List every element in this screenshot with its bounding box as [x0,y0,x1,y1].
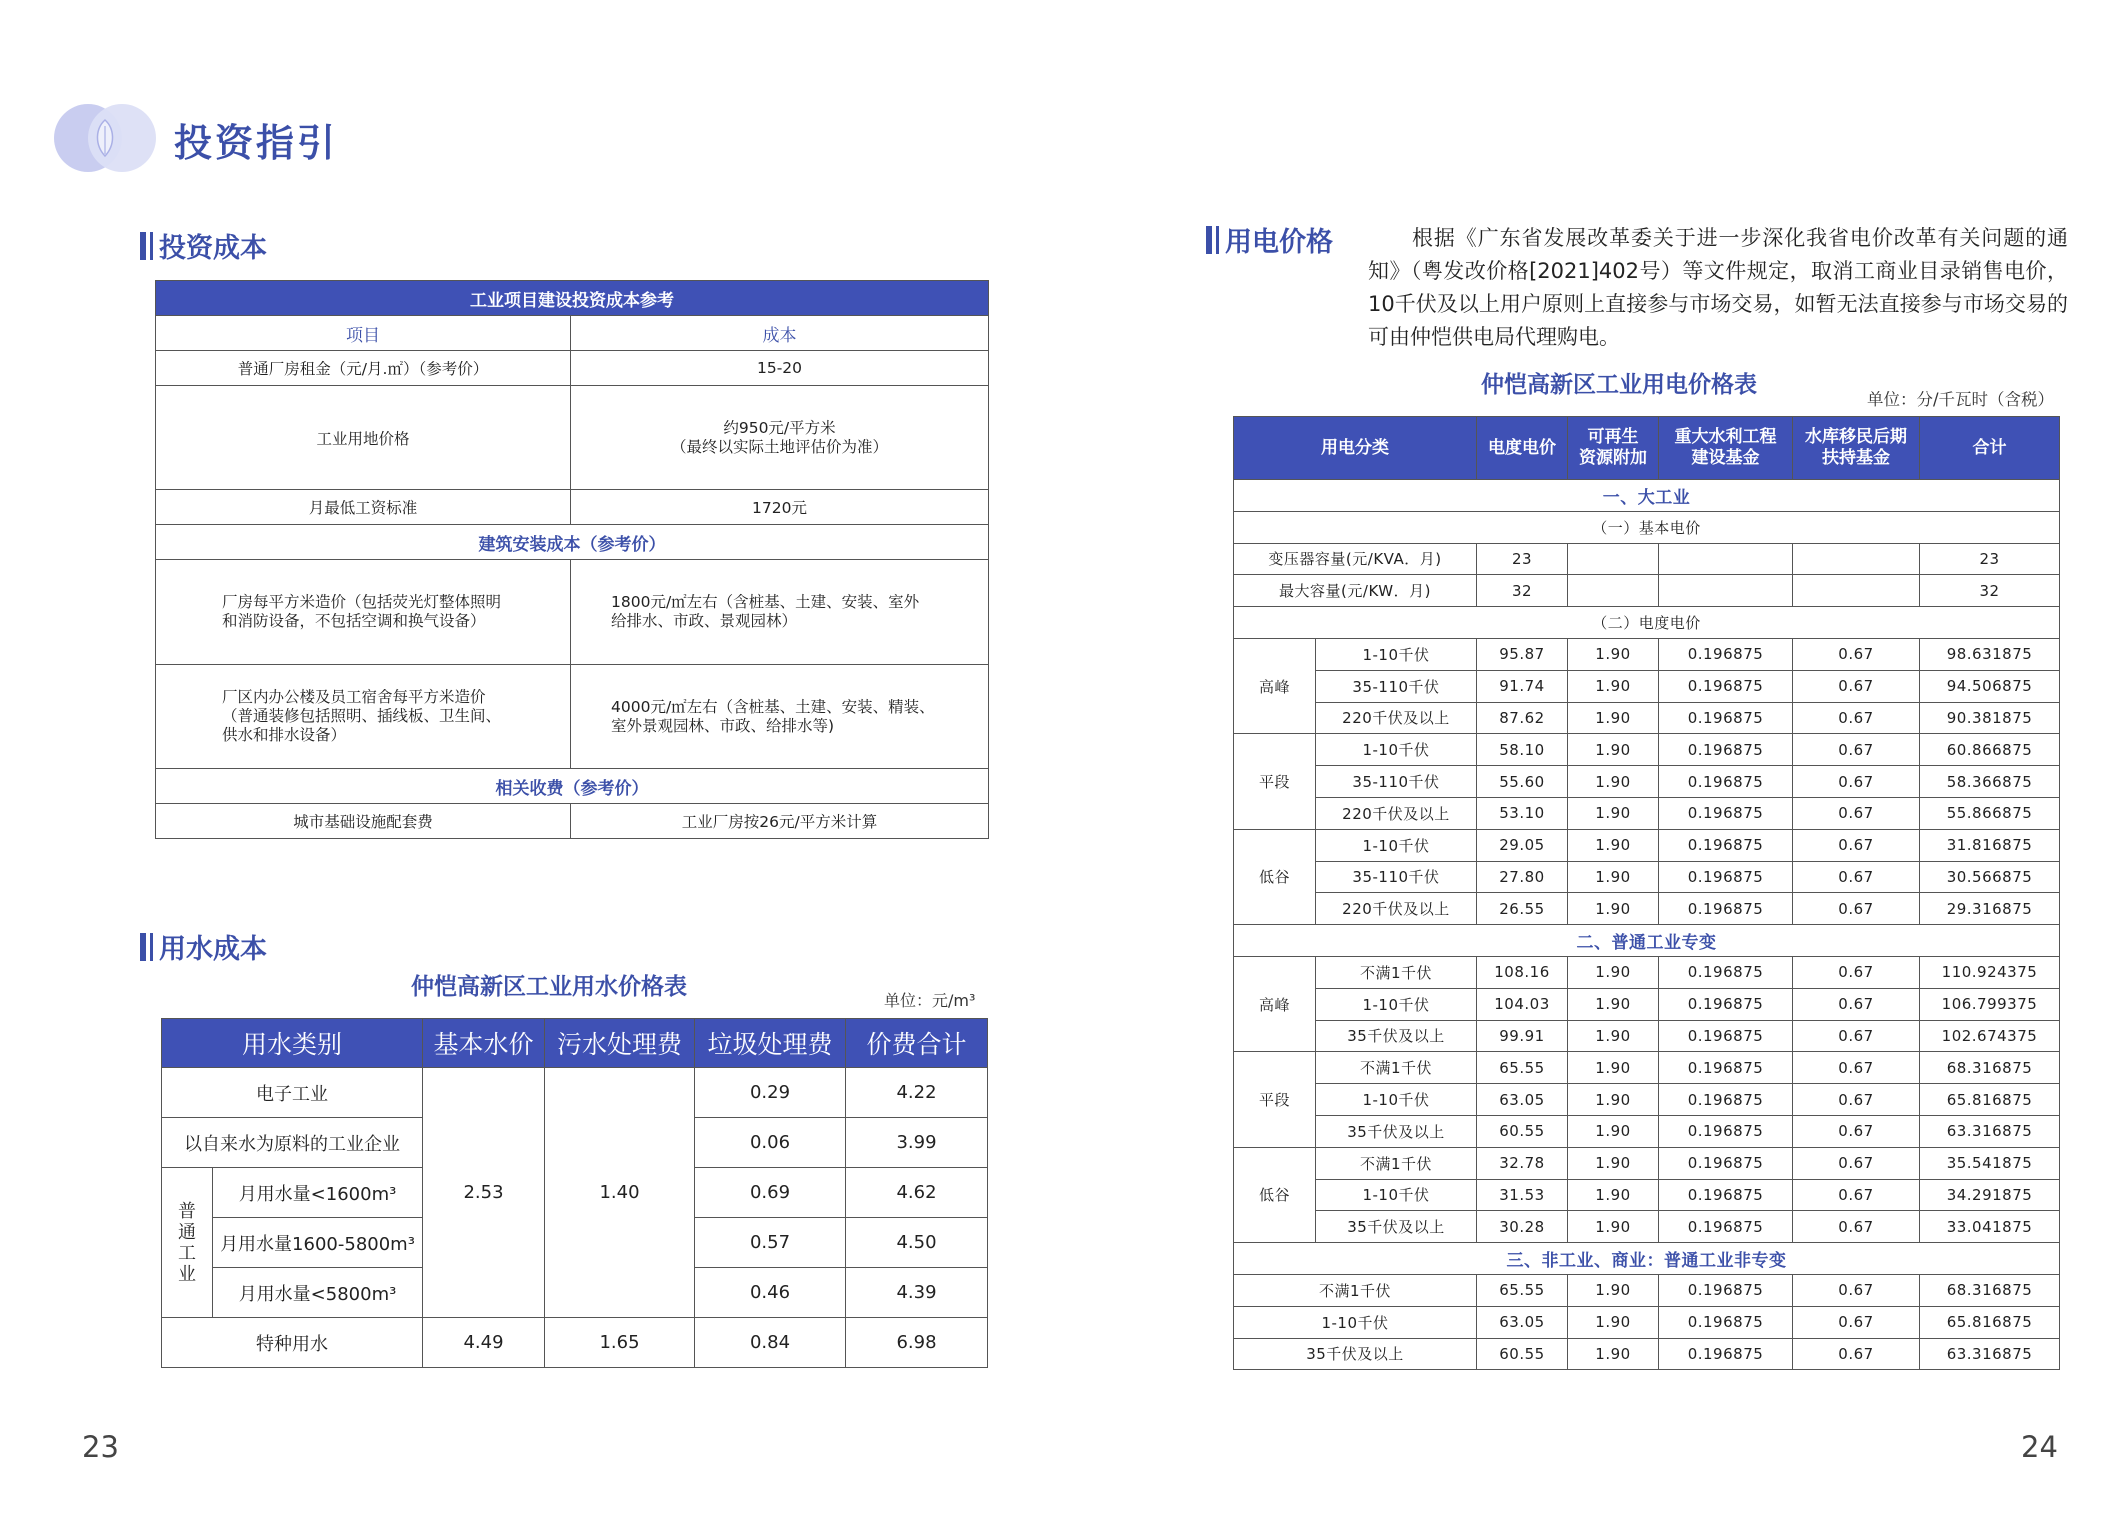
table-cell: 0.196875 [1659,734,1793,766]
table-cell: 0.06 [695,1118,846,1168]
table-cell: 60.866875 [1920,734,2060,766]
table-cell: 工业用地价格 [156,386,571,490]
table-cell: 1.90 [1568,1052,1659,1084]
table-cell: 1.90 [1568,734,1659,766]
table-cell: 0.196875 [1659,1020,1793,1052]
table-cell: 0.67 [1793,1020,1920,1052]
table-cell: 26.55 [1477,893,1568,925]
table-row [1234,988,2060,1020]
period-label: 高峰 [1234,956,1316,1051]
table-cell: 0.196875 [1659,1115,1793,1147]
electric-unit-note: 单位：分/千瓦时（含税） [1867,390,2055,409]
table-cell: 220千伏及以上 [1316,797,1477,829]
col-header-cost: 成本 [571,316,989,351]
invest-section-title: 投资成本 [140,226,267,265]
table-cell: 1.90 [1568,797,1659,829]
electric-table-caption: 仲恺高新区工业用电价格表 [1481,372,1757,398]
page-number-right: 24 [2021,1430,2058,1464]
table-cell: 厂房每平方米造价（包括荧光灯整体照明 和消防设备，不包括空调和换气设备） [156,560,571,665]
table-cell: 33.041875 [1920,1211,2060,1243]
table-cell: 月用水量<1600m³ [213,1168,423,1218]
table-row [1234,1147,2060,1179]
table-cell: 23 [1920,543,2060,575]
leaf-logo-icon [54,104,156,172]
table-cell: 63.05 [1477,1306,1568,1338]
table-cell: 23 [1477,543,1568,575]
table-row [1234,893,2060,925]
table-row [1234,734,2060,766]
period-label: 平段 [1234,1052,1316,1147]
table-cell: 1.90 [1568,1179,1659,1211]
invest-cost-table [155,280,989,839]
table-cell: 2.53 [423,1068,545,1318]
table-cell: 68.316875 [1920,1052,2060,1084]
table-cell: 1-10千伏 [1316,638,1477,670]
table-cell: 0.196875 [1659,1338,1793,1370]
table-cell: 34.291875 [1920,1179,2060,1211]
table-cell: 0.196875 [1659,797,1793,829]
electric-price-table [1233,416,2060,1370]
table-cell: 30.28 [1477,1211,1568,1243]
table-cell: 不满1千伏 [1316,1052,1477,1084]
table-cell: 0.67 [1793,797,1920,829]
table-cell: 0.67 [1793,1179,1920,1211]
table-cell: 90.381875 [1920,702,2060,734]
invest-table-title: 工业项目建设投资成本参考 [156,281,989,316]
col-header: 电度电价 [1477,417,1568,480]
table-cell: 27.80 [1477,861,1568,893]
table-cell: 0.67 [1793,766,1920,798]
table-cell: 1-10千伏 [1316,988,1477,1020]
table-cell: 1.90 [1568,988,1659,1020]
table-cell: 1-10千伏 [1316,734,1477,766]
table-cell: 0.196875 [1659,893,1793,925]
table-cell: 104.03 [1477,988,1568,1020]
table-row [1234,1020,2060,1052]
table-cell: 4.49 [423,1318,545,1368]
col-header: 用水类别 [162,1019,423,1068]
table-row [1234,638,2060,670]
table-cell: 1.90 [1568,1338,1659,1370]
water-table-caption: 仲恺高新区工业用水价格表 [411,974,687,1000]
table-cell: 32 [1477,575,1568,607]
table-cell: 月最低工资标准 [156,490,571,525]
table-cell: 65.55 [1477,1052,1568,1084]
table-cell: 65.816875 [1920,1306,2060,1338]
table-cell [1568,543,1659,575]
table-cell: 1.90 [1568,702,1659,734]
table-cell: 55.866875 [1920,797,2060,829]
table-cell: 87.62 [1477,702,1568,734]
table-cell: 102.674375 [1920,1020,2060,1052]
water-price-table [161,1018,988,1368]
table-cell: 1.90 [1568,956,1659,988]
table-cell: 0.196875 [1659,670,1793,702]
period-label: 低谷 [1234,829,1316,924]
table-cell: 0.67 [1793,1052,1920,1084]
table-cell: 94.506875 [1920,670,2060,702]
table-row [1234,1179,2060,1211]
table-cell: 32.78 [1477,1147,1568,1179]
table-cell: 0.196875 [1659,766,1793,798]
table-cell: 4.22 [846,1068,988,1118]
table-cell: 0.67 [1793,893,1920,925]
col-header: 用电分类 [1234,417,1477,480]
table-row [1234,1274,2060,1306]
table-cell: 0.196875 [1659,829,1793,861]
col-header: 合计 [1920,417,2060,480]
table-cell [1659,543,1793,575]
table-cell: 29.05 [1477,829,1568,861]
table-cell: 厂区内办公楼及员工宿舍每平方米造价 （普通装修包括照明、插线板、卫生间、 供水和排水设备） [156,665,571,769]
table-cell: 220千伏及以上 [1316,702,1477,734]
table-cell: 31.816875 [1920,829,2060,861]
col-header: 价费合计 [846,1019,988,1068]
table-cell: 98.631875 [1920,638,2060,670]
page-title: 投资指引 [174,121,339,165]
table-cell: 0.196875 [1659,702,1793,734]
table-cell: 不满1千伏 [1316,956,1477,988]
table-cell: 0.196875 [1659,1211,1793,1243]
table-cell: 0.196875 [1659,988,1793,1020]
table-cell: 0.67 [1793,734,1920,766]
table-cell: 1.90 [1568,638,1659,670]
table-cell: 1.90 [1568,1211,1659,1243]
table-cell: 35千伏及以上 [1234,1338,1477,1370]
table-cell: 1.90 [1568,1306,1659,1338]
period-label: 高峰 [1234,638,1316,733]
table-cell: 0.67 [1793,670,1920,702]
table-cell: 1-10千伏 [1316,829,1477,861]
subcategory-row: （二）电度电价 [1234,607,2060,639]
table-cell: 1.90 [1568,766,1659,798]
table-cell: 30.566875 [1920,861,2060,893]
table-cell: 60.55 [1477,1115,1568,1147]
table-row [1234,1211,2060,1243]
table-cell: 1.90 [1568,829,1659,861]
table-cell: 0.67 [1793,1306,1920,1338]
table-cell: 35千伏及以上 [1316,1115,1477,1147]
table-cell: 68.316875 [1920,1274,2060,1306]
table-cell: 1.90 [1568,893,1659,925]
table-cell: 63.316875 [1920,1115,2060,1147]
table-cell: 0.67 [1793,702,1920,734]
table-cell: 31.53 [1477,1179,1568,1211]
table-cell: 106.799375 [1920,988,2060,1020]
table-row [1234,1052,2060,1084]
table-cell: 0.196875 [1659,1179,1793,1211]
table-cell: 不满1千伏 [1234,1274,1477,1306]
col-header: 污水处理费 [545,1019,695,1068]
col-header: 重大水利工程 建设基金 [1659,417,1793,480]
table-cell: 工业厂房按26元/平方米计算 [571,804,989,839]
table-cell: 0.196875 [1659,861,1793,893]
col-header: 水库移民后期 扶持基金 [1793,417,1920,480]
table-cell: 0.196875 [1659,956,1793,988]
table-cell [1793,575,1920,607]
table-cell: 91.74 [1477,670,1568,702]
table-cell: 35-110千伏 [1316,861,1477,893]
table-cell: 1720元 [571,490,989,525]
table-cell: 4.62 [846,1168,988,1218]
table-row [1234,956,2060,988]
table-row [1234,1115,2060,1147]
table-cell: 0.57 [695,1218,846,1268]
table-cell: 0.67 [1793,956,1920,988]
col-header-item: 项目 [156,316,571,351]
table-row [1234,797,2060,829]
table-cell: 0.196875 [1659,1084,1793,1116]
table-cell: 65.55 [1477,1274,1568,1306]
table-cell: 1.90 [1568,1084,1659,1116]
table-cell [1793,543,1920,575]
table-cell: 约950元/平方米 （最终以实际土地评估价为准） [571,386,989,490]
group-label: 普 通 工 业 [162,1168,213,1318]
table-cell: 1-10千伏 [1316,1084,1477,1116]
table-cell: 58.10 [1477,734,1568,766]
table-cell: 最大容量(元/KW．月) [1234,575,1477,607]
table-cell: 35-110千伏 [1316,766,1477,798]
table-cell: 0.67 [1793,1338,1920,1370]
table-cell: 0.196875 [1659,638,1793,670]
page-number-left: 23 [82,1430,119,1464]
table-cell: 城市基础设施配套费 [156,804,571,839]
col-header: 基本水价 [423,1019,545,1068]
invest-subheader: 建筑安装成本（参考价） [156,525,989,560]
table-cell: 不满1千伏 [1316,1147,1477,1179]
subcategory-row: （一）基本电价 [1234,511,2060,543]
table-cell: 0.67 [1793,829,1920,861]
category-row: 二、普通工业专变 [1234,925,2060,957]
table-cell: 0.196875 [1659,1274,1793,1306]
table-cell: 1.65 [545,1318,695,1368]
table-cell: 0.67 [1793,861,1920,893]
electric-section-title: 用电价格 [1206,220,1333,259]
table-cell: 0.69 [695,1168,846,1218]
table-cell: 0.67 [1793,988,1920,1020]
table-row [1234,1338,2060,1370]
table-cell: 35-110千伏 [1316,670,1477,702]
category-row: 三、非工业、商业：普通工业非专变 [1234,1243,2060,1275]
table-cell: 95.87 [1477,638,1568,670]
table-cell: 0.67 [1793,1084,1920,1116]
table-row [1234,766,2060,798]
table-cell: 55.60 [1477,766,1568,798]
table-cell: 变压器容量(元/KVA．月) [1234,543,1477,575]
table-cell: 220千伏及以上 [1316,893,1477,925]
table-cell: 月用水量1600-5800m³ [213,1218,423,1268]
table-cell: 1.90 [1568,1020,1659,1052]
table-cell: 4000元/㎡左右（含桩基、土建、安装、精装、 室外景观园林、市政、给排水等) [571,665,989,769]
period-label: 低谷 [1234,1147,1316,1242]
table-cell: 0.196875 [1659,1147,1793,1179]
table-row [1234,670,2060,702]
table-cell: 1-10千伏 [1234,1306,1477,1338]
table-cell: 1.90 [1568,1274,1659,1306]
table-cell: 58.366875 [1920,766,2060,798]
table-cell: 1-10千伏 [1316,1179,1477,1211]
table-cell: 普通厂房租金（元/月.㎡）（参考价） [156,351,571,386]
table-cell: 6.98 [846,1318,988,1368]
table-row [1234,1084,2060,1116]
table-cell: 35千伏及以上 [1316,1020,1477,1052]
table-cell: 0.196875 [1659,1052,1793,1084]
table-cell: 63.316875 [1920,1338,2060,1370]
table-cell [1659,575,1793,607]
table-cell: 1800元/㎡左右（含桩基、土建、安装、室外 给排水、市政、景观园林） [571,560,989,665]
table-cell: 1.90 [1568,1115,1659,1147]
table-cell: 0.67 [1793,1211,1920,1243]
table-cell: 0.29 [695,1068,846,1118]
table-cell: 1.90 [1568,861,1659,893]
table-cell: 0.67 [1793,1147,1920,1179]
col-header: 可再生 资源附加 [1568,417,1659,480]
electric-paragraph: 根据《广东省发展改革委关于进一步深化我省电价改革有关问题的通知》（粤发改价格[2021]402号）等文件规定，取消工商业目录销售电价，10千伏及以上用户原则上直接参与市场交易，如暂无法直接参与市场交易的可由仲恺供电局代理购电。 [1368,226,2068,349]
invest-subheader: 相关收费（参考价） [156,769,989,804]
table-cell: 0.67 [1793,1274,1920,1306]
table-cell [1568,575,1659,607]
period-label: 平段 [1234,734,1316,829]
table-cell: 月用水量<5800m³ [213,1268,423,1318]
table-cell: 65.816875 [1920,1084,2060,1116]
table-cell: 4.39 [846,1268,988,1318]
table-cell: 32 [1920,575,2060,607]
table-cell: 35千伏及以上 [1316,1211,1477,1243]
table-cell: 53.10 [1477,797,1568,829]
table-cell: 0.84 [695,1318,846,1368]
table-cell: 4.50 [846,1218,988,1268]
table-cell: 108.16 [1477,956,1568,988]
table-cell: 0.196875 [1659,1306,1793,1338]
table-row [1234,702,2060,734]
table-cell: 0.67 [1793,638,1920,670]
water-unit-note: 单位：元/m³ [884,991,976,1010]
table-cell: 特种用水 [162,1318,423,1368]
category-row: 一、大工业 [1234,480,2060,512]
table-cell: 110.924375 [1920,956,2060,988]
water-section-title: 用水成本 [140,927,267,966]
table-cell: 0.67 [1793,1115,1920,1147]
table-cell: 1.90 [1568,670,1659,702]
table-cell: 35.541875 [1920,1147,2060,1179]
table-cell: 60.55 [1477,1338,1568,1370]
table-row [1234,1306,2060,1338]
table-cell: 1.90 [1568,1147,1659,1179]
table-row [1234,861,2060,893]
table-row [1234,829,2060,861]
table-cell: 电子工业 [162,1068,423,1118]
table-cell: 15-20 [571,351,989,386]
table-cell: 0.46 [695,1268,846,1318]
table-cell: 1.40 [545,1068,695,1318]
table-cell: 以自来水为原料的工业企业 [162,1118,423,1168]
table-cell: 3.99 [846,1118,988,1168]
table-cell: 29.316875 [1920,893,2060,925]
table-cell: 63.05 [1477,1084,1568,1116]
table-cell: 99.91 [1477,1020,1568,1052]
col-header: 垃圾处理费 [695,1019,846,1068]
